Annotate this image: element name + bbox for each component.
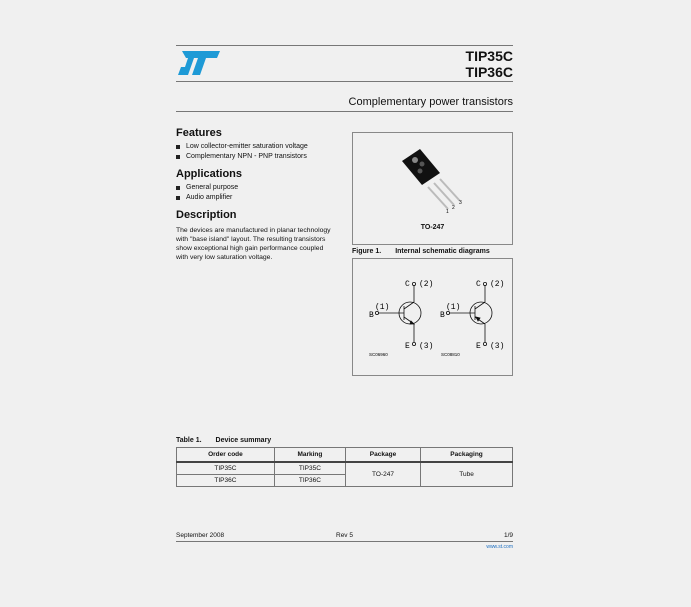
svg-text:C: C: [476, 280, 481, 289]
svg-text:(2): (2): [490, 280, 505, 289]
table1-caption: Table 1. Device summary: [176, 437, 272, 444]
svg-text:(3): (3): [419, 342, 434, 351]
to247-package-image: [398, 147, 468, 217]
schematic-diagram: [352, 258, 513, 376]
package-figure: [352, 132, 513, 245]
features-heading: Features: [176, 127, 222, 139]
table-row: TIP36C TIP36C: [177, 475, 513, 487]
list-item: Low collector-emitter saturation voltage: [176, 143, 341, 150]
table-row: TIP35C TIP35C TO-247 Tube: [177, 462, 513, 475]
description-heading: Description: [176, 209, 237, 221]
svg-text:(3): (3): [490, 342, 505, 351]
svg-text:SC06960: SC06960: [369, 352, 388, 357]
svg-text:C: C: [405, 280, 410, 289]
list-item: Audio amplifier: [176, 194, 341, 201]
footer-page-number: 1/9: [503, 532, 513, 539]
svg-text:SC08810: SC08810: [441, 352, 460, 357]
footer-revision: Rev 5: [336, 532, 353, 539]
svg-text:B: B: [369, 311, 374, 320]
pnp-transistor-symbol: [446, 282, 492, 345]
st-logo: [176, 49, 222, 82]
footer-url-link[interactable]: www.st.com: [486, 544, 513, 550]
device-summary-table: Order code Marking Package Packaging TIP35C TIP35C TO-247 Tube TIP36C TIP36C: [176, 447, 513, 487]
document-subtitle: Complementary power transistors: [348, 96, 513, 108]
figure1-caption: Figure 1. Internal schematic diagrams: [352, 248, 490, 255]
svg-text:E: E: [405, 342, 410, 351]
footer-date: September 2008: [176, 532, 225, 539]
applications-heading: Applications: [176, 168, 243, 180]
part-number-2: TIP36C: [465, 64, 513, 80]
npn-transistor-symbol: [375, 282, 421, 345]
svg-text:E: E: [476, 342, 481, 351]
description-text: The devices are manufactured in planar technology with "base island" layout. The resulting transistors show exceptional high gain performance coupled with very low saturation voltage.: [176, 227, 331, 261]
list-item: General purpose: [176, 184, 341, 191]
list-item: Complementary NPN - PNP transistors: [176, 153, 341, 160]
svg-text:2: 2: [452, 205, 455, 211]
part-number-1: TIP35C: [465, 48, 513, 64]
svg-text:B: B: [440, 311, 445, 320]
svg-text:(1): (1): [375, 303, 390, 312]
package-label: TO-247: [420, 224, 445, 231]
svg-text:3: 3: [459, 200, 462, 206]
svg-text:(2): (2): [419, 280, 434, 289]
svg-text:1: 1: [446, 209, 449, 215]
svg-text:(1): (1): [446, 303, 461, 312]
